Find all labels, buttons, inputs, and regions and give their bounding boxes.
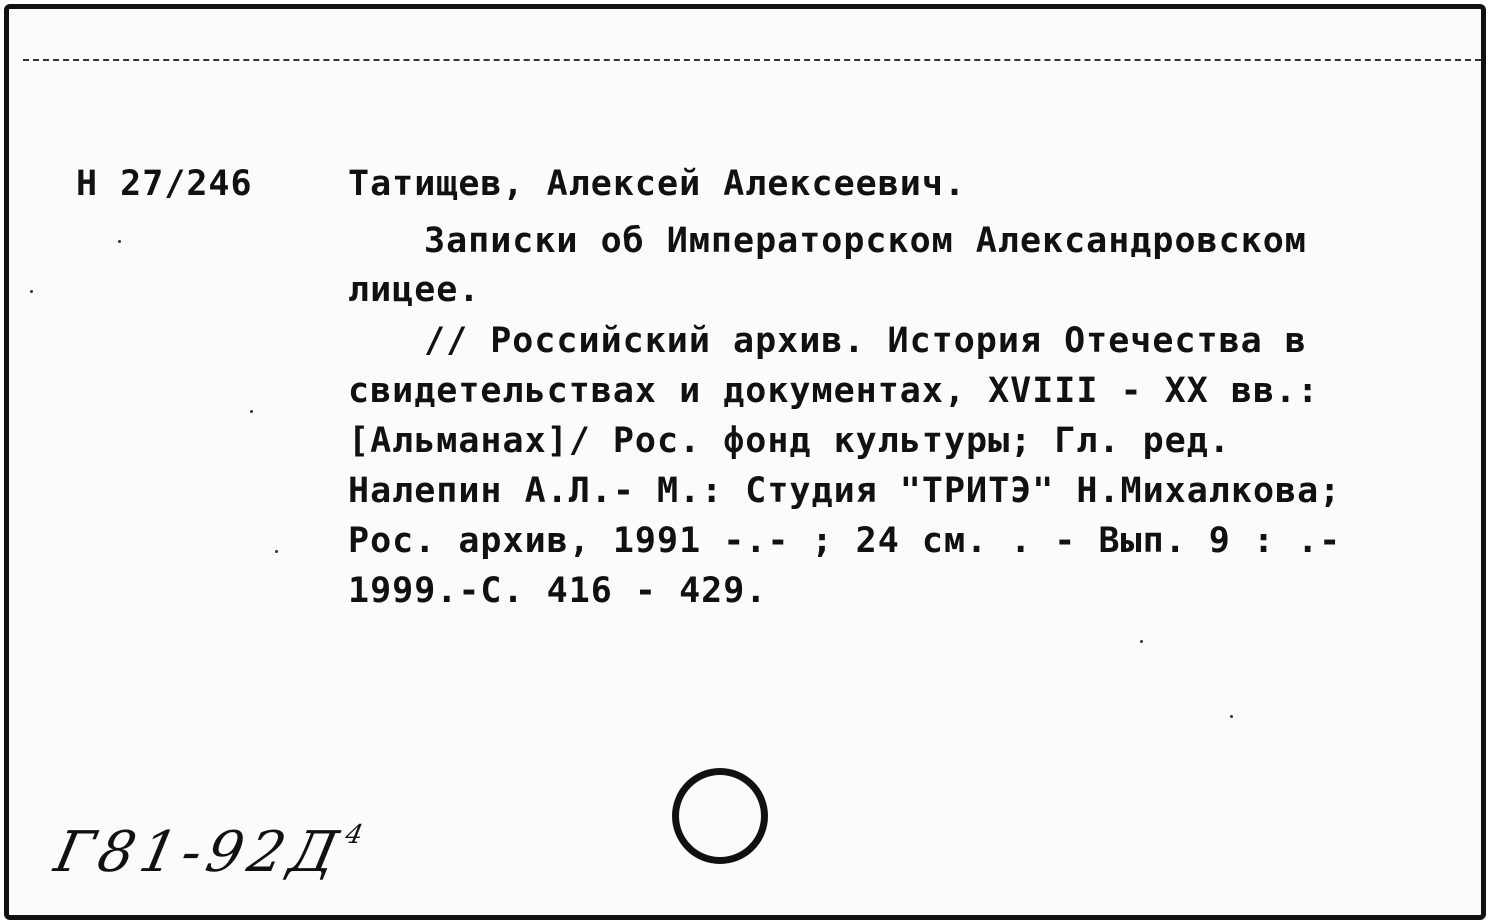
source-line-3: [Альманах]/ Рос. фонд культуры; Гл. ред. bbox=[348, 421, 1231, 461]
handwritten-note bbox=[49, 820, 365, 885]
title-line-1: Записки об Императорском Александровском bbox=[424, 221, 1307, 261]
source-line-2: свидетельствах и документах, XVIII - XX вв.: bbox=[348, 371, 1320, 411]
speck bbox=[250, 410, 253, 413]
top-dashed-rule bbox=[23, 59, 1481, 61]
source-line-1: // Российский архив. История Отечества в bbox=[424, 321, 1307, 361]
handwritten-note-text: Г81-92Д bbox=[49, 820, 349, 885]
speck bbox=[118, 240, 121, 243]
source-line-4: Налепин А.Л.- М.: Студия "ТРИТЭ" Н.Михалкова; bbox=[348, 471, 1342, 511]
handwritten-note-superscript: 4 bbox=[342, 820, 366, 850]
card-hole-ring bbox=[672, 768, 768, 864]
source-line-5: Рос. архив, 1991 -.- ; 24 см. . - Вып. 9 : .- bbox=[348, 521, 1342, 561]
speck bbox=[1230, 715, 1233, 718]
shelf-mark: Н 27/246 bbox=[76, 164, 253, 204]
author-heading: Татищев, Алексей Алексеевич. bbox=[348, 164, 967, 204]
speck bbox=[1140, 640, 1143, 643]
speck bbox=[30, 290, 33, 293]
source-line-6: 1999.-С. 416 - 429. bbox=[348, 571, 768, 611]
title-line-2: лицее. bbox=[348, 270, 481, 310]
speck bbox=[275, 550, 278, 553]
